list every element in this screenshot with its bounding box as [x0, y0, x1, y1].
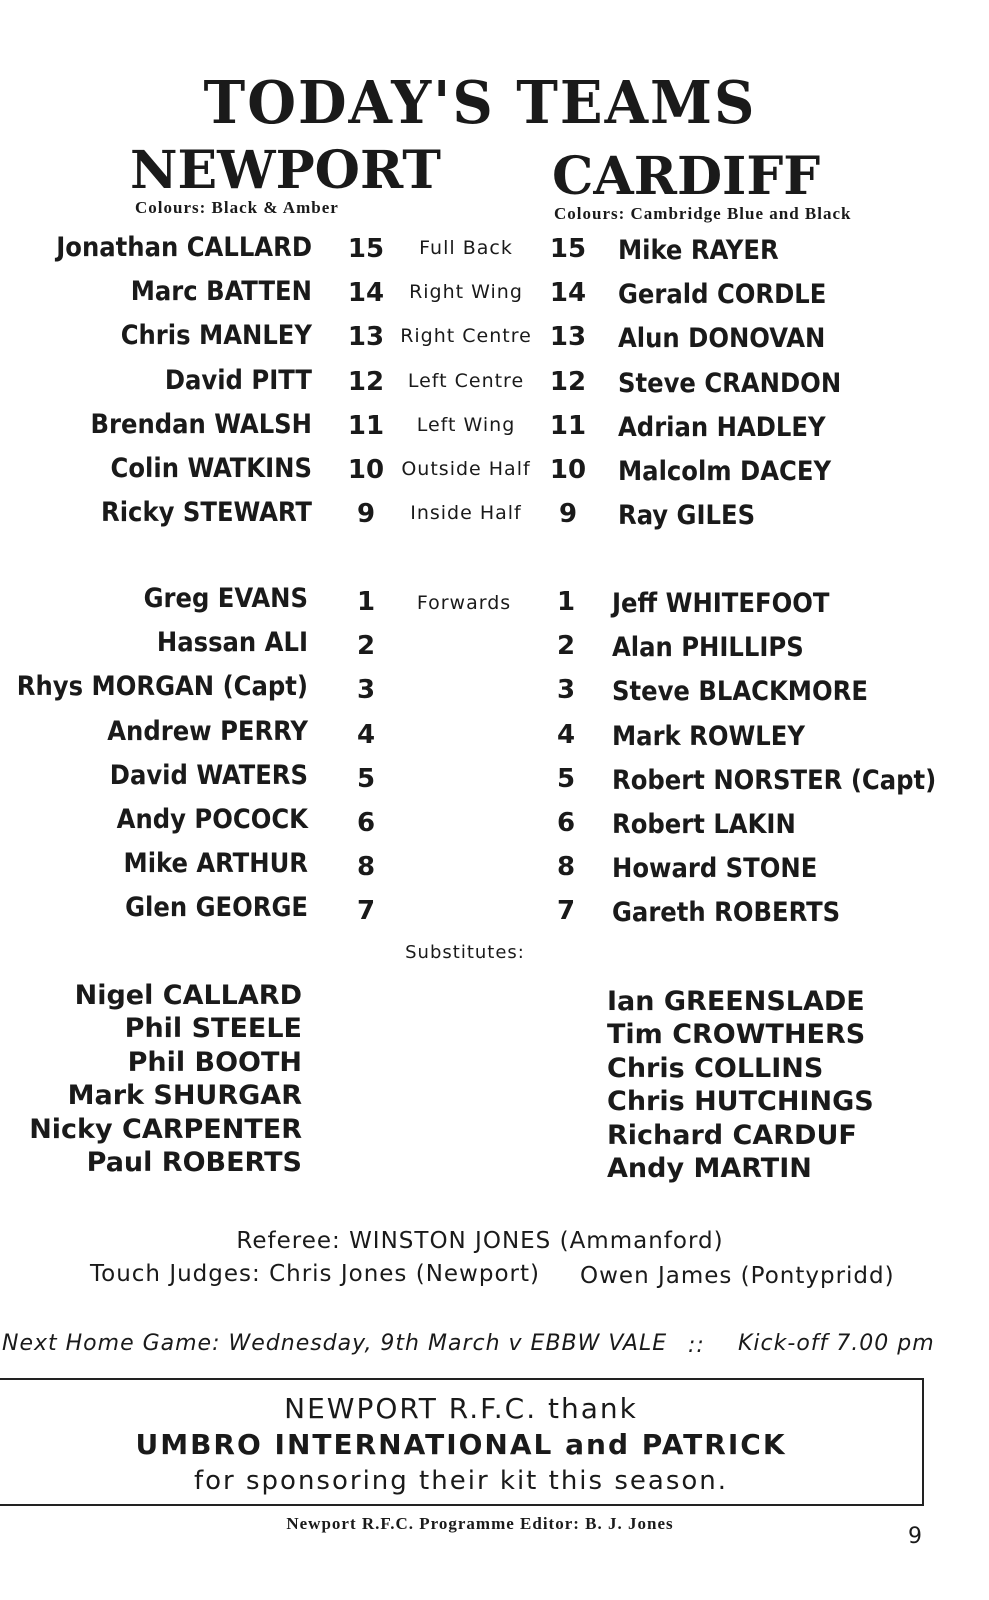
away-player-name: Ray GILES	[618, 500, 756, 531]
away-player-name: Alan PHILLIPS	[612, 632, 804, 663]
away-player-number: 12	[549, 367, 587, 397]
position-label: Outside Half	[401, 458, 531, 480]
sponsor-line-2: UMBRO INTERNATIONAL and PATRICK	[135, 1428, 787, 1461]
home-player-name: Hassan ALI	[156, 627, 308, 658]
away-player-number: 2	[556, 631, 576, 661]
away-player-number: 10	[549, 455, 587, 485]
position-label: Left Wing	[416, 414, 516, 436]
away-player-number: 9	[558, 499, 578, 529]
kickoff-time: Kick-off 7.00 pm	[738, 1331, 935, 1356]
away-player-number: 5	[556, 764, 576, 794]
home-player-name: David WATERS	[109, 760, 308, 791]
away-substitute: Andy MARTIN	[607, 1153, 812, 1184]
home-player-name: Rhys MORGAN (Capt)	[16, 671, 308, 702]
page-title: TODAY'S TEAMS	[203, 68, 757, 138]
away-player-number: 13	[549, 322, 587, 352]
away-player-name: Adrian HADLEY	[618, 412, 826, 443]
home-colours: Colours: Black & Amber	[135, 198, 339, 217]
home-player-name: Andrew PERRY	[107, 716, 308, 747]
away-substitute: Ian GREENSLADE	[607, 986, 865, 1017]
substitutes-label: Substitutes:	[405, 942, 525, 963]
home-player-name: Chris MANLEY	[120, 320, 312, 351]
programme-editor-credit: Newport R.F.C. Programme Editor: B. J. Jones	[286, 1514, 674, 1533]
home-player-number: 1	[356, 587, 376, 617]
away-substitute: Tim CROWTHERS	[607, 1019, 866, 1050]
away-substitute: Chris HUTCHINGS	[607, 1086, 874, 1117]
away-player-number: 15	[549, 234, 587, 264]
home-player-number: 11	[347, 411, 385, 441]
home-player-name: Marc BATTEN	[130, 276, 312, 307]
page-number: 9	[908, 1524, 922, 1549]
home-substitute: Paul ROBERTS	[86, 1147, 302, 1178]
home-player-number: 5	[356, 764, 376, 794]
away-colours: Colours: Cambridge Blue and Black	[554, 204, 852, 223]
home-substitute: Phil BOOTH	[127, 1047, 302, 1078]
referee: Referee: WINSTON JONES (Ammanford)	[236, 1228, 724, 1254]
away-player-number: 14	[549, 278, 587, 308]
home-substitute: Phil STEELE	[124, 1013, 302, 1044]
home-player-number: 13	[347, 322, 385, 352]
home-player-name: Brendan WALSH	[90, 409, 312, 440]
home-player-name: Andy POCOCK	[116, 804, 308, 835]
away-substitute: Chris COLLINS	[607, 1053, 824, 1084]
away-player-number: 7	[556, 896, 576, 926]
away-player-number: 6	[556, 808, 576, 838]
position-label: Right Centre	[400, 325, 532, 347]
home-player-name: Mike ARTHUR	[123, 848, 308, 879]
home-player-number: 12	[347, 367, 385, 397]
home-player-number: 6	[356, 808, 376, 838]
home-substitute: Mark SHURGAR	[67, 1080, 302, 1111]
away-player-number: 4	[556, 720, 576, 750]
home-player-number: 15	[347, 234, 385, 264]
touch-judges: Touch Judges: Chris Jones (Newport)	[90, 1261, 540, 1287]
home-player-name: Greg EVANS	[143, 583, 308, 614]
touch-judge-2: Owen James (Pontypridd)	[580, 1263, 895, 1289]
home-substitute: Nigel CALLARD	[74, 980, 302, 1011]
away-player-number: 3	[556, 675, 576, 705]
position-label: Full Back	[419, 237, 513, 259]
away-player-number: 1	[556, 587, 576, 617]
away-player-number: 11	[549, 411, 587, 441]
next-game-separator: ::	[688, 1333, 705, 1358]
home-player-name: David PITT	[164, 365, 312, 396]
home-player-number: 10	[347, 455, 385, 485]
forwards-label: Forwards	[416, 592, 512, 614]
sponsor-line-3: for sponsoring their kit this season.	[193, 1466, 729, 1496]
sponsor-box	[0, 1378, 924, 1506]
home-player-number: 7	[356, 896, 376, 926]
away-player-name: Gerald CORDLE	[618, 279, 827, 310]
home-club-name: NEWPORT	[130, 140, 441, 201]
away-player-name: Jeff WHITEFOOT	[612, 588, 830, 619]
home-player-number: 9	[356, 499, 376, 529]
home-player-name: Jonathan CALLARD	[56, 232, 312, 263]
home-player-number: 3	[356, 675, 376, 705]
home-substitute: Nicky CARPENTER	[29, 1114, 302, 1145]
home-player-name: Glen GEORGE	[125, 892, 308, 923]
position-label: Left Centre	[407, 370, 525, 392]
home-player-number: 8	[356, 852, 376, 882]
home-player-name: Colin WATKINS	[110, 453, 312, 484]
home-player-number: 4	[356, 720, 376, 750]
home-player-number: 14	[347, 278, 385, 308]
away-player-name: Howard STONE	[612, 853, 818, 884]
away-player-name: Alun DONOVAN	[618, 323, 826, 354]
position-label: Right Wing	[409, 281, 523, 303]
away-player-name: Steve BLACKMORE	[612, 676, 868, 707]
position-label: Inside Half	[410, 502, 522, 524]
away-player-name: Robert NORSTER (Capt)	[612, 765, 937, 796]
next-home-game: Next Home Game: Wednesday, 9th March v EBBW VALE	[2, 1331, 668, 1356]
home-player-number: 2	[356, 631, 376, 661]
away-player-name: Mike RAYER	[618, 235, 779, 266]
away-club-name: CARDIFF	[552, 146, 821, 207]
away-player-name: Steve CRANDON	[618, 368, 842, 399]
away-player-name: Gareth ROBERTS	[612, 897, 841, 928]
away-substitute: Richard CARDUF	[607, 1120, 857, 1151]
away-player-name: Robert LAKIN	[612, 809, 796, 840]
away-player-name: Mark ROWLEY	[612, 721, 805, 752]
sponsor-line-1: NEWPORT R.F.C. thank	[284, 1392, 638, 1425]
away-player-name: Malcolm DACEY	[618, 456, 832, 487]
away-player-number: 8	[556, 852, 576, 882]
home-player-name: Ricky STEWART	[101, 497, 312, 528]
